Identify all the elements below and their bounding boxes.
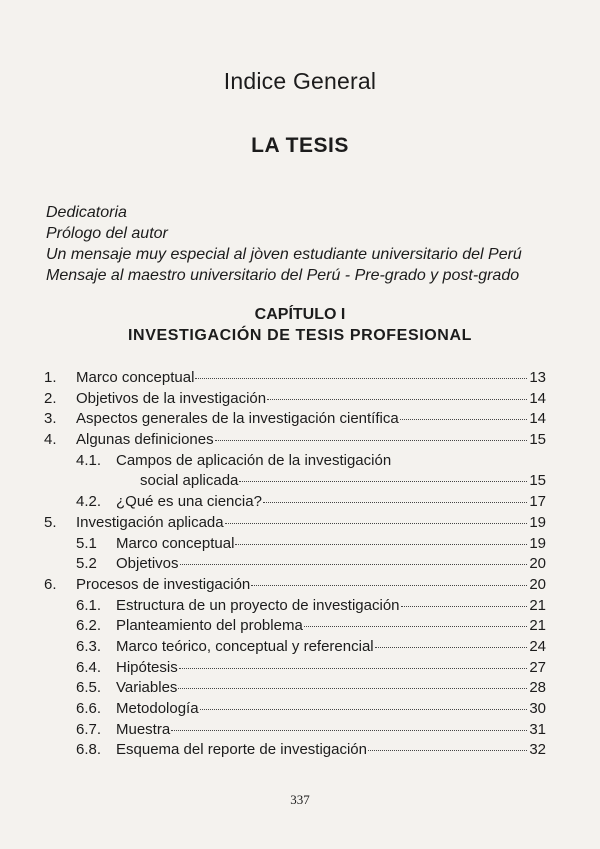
toc-label: ¿Qué es una ciencia? [116, 493, 262, 511]
toc-page-number: 14 [529, 389, 546, 407]
toc-number: 6.4. [76, 658, 102, 676]
toc-label: Procesos de investigación [76, 575, 251, 593]
page-title: Indice General [223, 68, 377, 94]
toc-label: Campos de aplicación de la investigación [116, 451, 392, 469]
toc-entry [44, 410, 546, 431]
toc-label: Marco teórico, conceptual y referencial [116, 637, 374, 655]
toc-entry [44, 493, 546, 514]
toc-number: 3. [44, 410, 57, 428]
toc-number: 4.1. [76, 451, 102, 469]
toc-label: Estructura de un proyecto de investigación [116, 596, 400, 614]
dot-leader [263, 502, 527, 503]
toc-label: Esquema del reporte de investigación [116, 741, 367, 759]
toc-page-number: 17 [529, 493, 546, 511]
toc-entry [44, 555, 546, 576]
toc-label: Marco conceptual [116, 534, 235, 552]
dot-leader [239, 481, 527, 482]
toc-entry [44, 535, 546, 556]
dot-leader [267, 399, 527, 400]
toc-number: 5. [44, 513, 57, 531]
dot-leader [304, 626, 527, 627]
toc-label: Algunas definiciones [76, 431, 214, 449]
toc-page-number: 21 [529, 596, 546, 614]
toc-entry [44, 638, 546, 659]
dot-leader [200, 709, 527, 710]
toc-number: 6.2. [76, 617, 102, 635]
toc-number: 6.8. [76, 741, 102, 759]
toc-number: 6. [44, 575, 57, 593]
toc-page-number: 32 [529, 741, 546, 759]
dot-leader [171, 730, 527, 731]
toc-entry [44, 431, 546, 452]
toc-label: Objetivos de la investigación [76, 389, 267, 407]
toc-page-number: 14 [529, 410, 546, 428]
prelim-mensaje-maestro: Mensaje al maestro universitario del Perú - Pre-grado y post-grado [46, 267, 520, 284]
toc-page-number: 15 [529, 472, 546, 490]
dot-leader [375, 647, 527, 648]
toc-page-number: 24 [529, 637, 546, 655]
preliminary-list [46, 202, 566, 286]
toc-entry [44, 597, 546, 618]
toc-page-number: 19 [529, 513, 546, 531]
toc-label: Objetivos [116, 555, 179, 573]
prelim-mensaje-estudiante: Un mensaje muy especial al jòven estudiante universitario del Perú [46, 246, 522, 263]
toc-label: Investigación aplicada [76, 513, 224, 531]
prelim-dedicatoria: Dedicatoria [46, 204, 127, 221]
toc-entry [44, 576, 546, 597]
dot-leader [225, 523, 527, 524]
dot-leader [178, 688, 527, 689]
toc-entry [44, 369, 546, 390]
toc-label: Aspectos generales de la investigación científica [76, 410, 399, 428]
toc-number: 5.1 [76, 534, 97, 552]
toc-entry [44, 390, 546, 411]
toc-page-number: 27 [529, 658, 546, 676]
toc-entry [44, 514, 546, 535]
dot-leader [179, 668, 527, 669]
table-of-contents [44, 369, 546, 762]
toc-page-number: 13 [529, 369, 546, 386]
toc-entry [44, 721, 546, 742]
toc-number: 1. [44, 369, 57, 386]
toc-label: Planteamiento del problema [116, 617, 303, 635]
toc-number: 4. [44, 431, 57, 449]
toc-label: Metodología [116, 700, 199, 717]
toc-entry [44, 659, 546, 680]
toc-number: 2. [44, 389, 57, 407]
toc-number: 5.2 [76, 555, 97, 573]
page-subtitle: LA TESIS [251, 134, 349, 157]
toc-page-number: 20 [529, 575, 546, 593]
chapter-title: INVESTIGACIÓN DE TESIS PROFESIONAL [128, 327, 472, 344]
toc-page-number: 30 [529, 700, 546, 717]
toc-number: 6.3. [76, 637, 102, 655]
toc-number: 6.7. [76, 720, 102, 738]
toc-page-number: 19 [529, 534, 546, 552]
dot-leader [215, 440, 527, 441]
dot-leader [235, 544, 527, 545]
dot-leader [401, 606, 528, 607]
dot-leader [180, 564, 527, 565]
toc-entry [44, 452, 546, 493]
toc-label-continued: social aplicada [140, 472, 239, 490]
toc-number: 6.1. [76, 596, 102, 614]
toc-number: 6.6. [76, 700, 102, 717]
toc-label: Variables [116, 679, 178, 697]
toc-page-number: 20 [529, 555, 546, 573]
toc-page-number: 31 [529, 720, 546, 738]
toc-page-number: 28 [529, 679, 546, 697]
toc-entry [44, 617, 546, 638]
toc-label: Muestra [116, 720, 171, 738]
toc-entry [44, 700, 546, 721]
toc-label: Hipótesis [116, 658, 178, 676]
dot-leader [251, 585, 527, 586]
page-number: 337 [290, 792, 310, 807]
toc-page-number: 15 [529, 431, 546, 449]
dot-leader [195, 378, 527, 379]
toc-number: 4.2. [76, 493, 102, 511]
chapter-number: CAPÍTULO I [254, 306, 346, 323]
prelim-prologo: Prólogo del autor [46, 225, 168, 242]
toc-page-number: 21 [529, 617, 546, 635]
dot-leader [368, 750, 527, 751]
toc-entry [44, 741, 546, 762]
toc-entry [44, 679, 546, 700]
toc-label: Marco conceptual [76, 369, 195, 386]
dot-leader [400, 419, 527, 420]
toc-number: 6.5. [76, 679, 102, 697]
